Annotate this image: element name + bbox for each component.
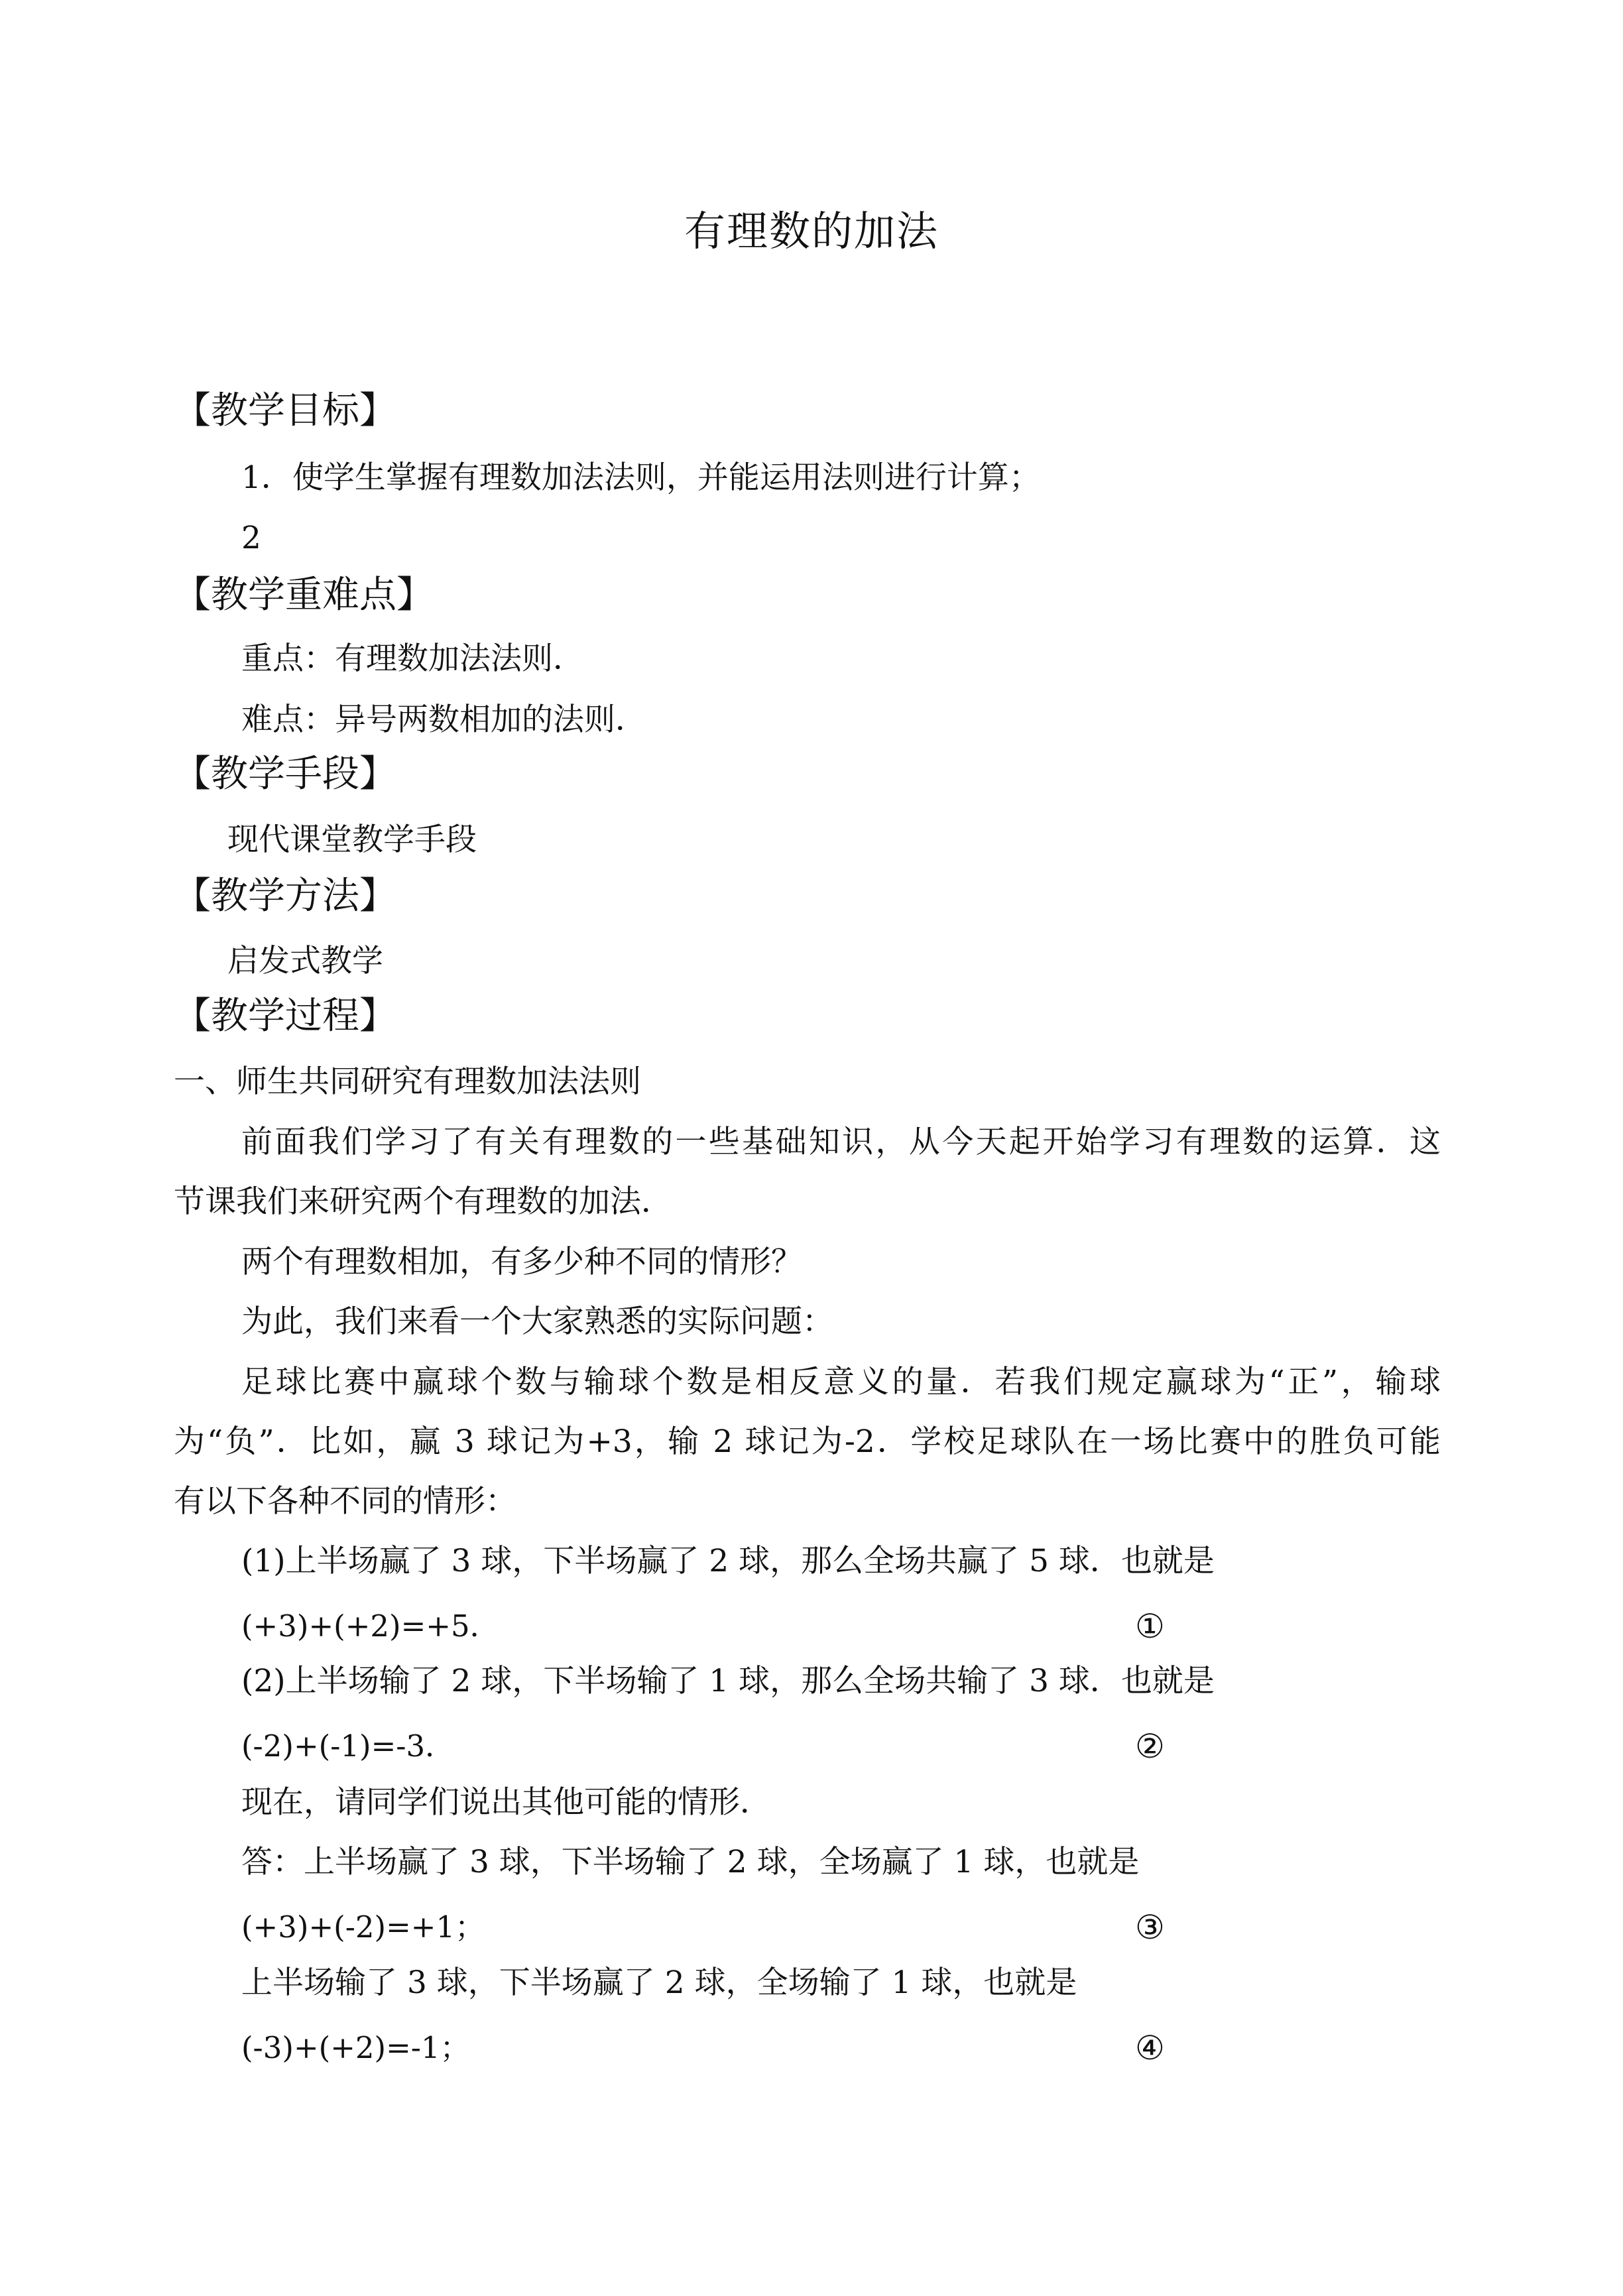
paragraph-2: 两个有理数相加，有多少种不同的情形？ bbox=[241, 1244, 802, 1280]
answer-2: 上半场输了 3 球，下半场赢了 2 球，全场输了 1 球，也就是 bbox=[241, 1964, 1077, 2001]
equation-2-marker: ② bbox=[1135, 1727, 1165, 1766]
goal-item-2: 2 bbox=[241, 520, 261, 556]
heading-teaching-goals: 【教学目标】 bbox=[174, 389, 396, 432]
paragraph-4-line-2: 为“负”．比如，赢 3 球记为+3，输 2 球记为-2．学校足球队在一场比赛中的胜负可能 bbox=[174, 1423, 1441, 1460]
process-part-1-title: 一、师生共同研究有理数加法法则 bbox=[174, 1063, 641, 1100]
paragraph-1-line-2: 节课我们来研究两个有理数的加法． bbox=[174, 1183, 672, 1220]
paragraph-4-line-1: 足球比赛中赢球个数与输球个数是相反意义的量．若我们规定赢球为“正”，输球 bbox=[241, 1364, 1441, 1400]
goal-item-1: 1．使学生掌握有理数加法法则，并能运用法则进行计算； bbox=[241, 459, 1040, 496]
key-point: 重点：有理数加法法则． bbox=[241, 640, 584, 677]
equation-4-marker: ④ bbox=[1135, 2029, 1165, 2067]
heading-key-difficult-points: 【教学重难点】 bbox=[174, 574, 434, 617]
case-2: (2)上半场输了 2 球，下半场输了 1 球，那么全场共输了 3 球．也就是 bbox=[241, 1663, 1215, 1699]
paragraph-5: 现在，请同学们说出其他可能的情形． bbox=[241, 1784, 771, 1821]
equation-4: (-3)+(+2)=-1； bbox=[241, 2030, 470, 2065]
heading-teaching-method: 【教学方法】 bbox=[174, 875, 396, 918]
heading-teaching-means: 【教学手段】 bbox=[174, 753, 396, 796]
equation-2: (-2)+(-1)=-3． bbox=[241, 1728, 455, 1764]
paragraph-1-line-1: 前面我们学习了有关有理数的一些基础知识，从今天起开始学习有理数的运算．这 bbox=[241, 1124, 1441, 1160]
teaching-method-text: 启发式教学 bbox=[227, 943, 383, 979]
equation-1-marker: ① bbox=[1135, 1607, 1165, 1646]
equation-1: (+3)+(+2)=+5． bbox=[241, 1608, 500, 1644]
document-title: 有理数的加法 bbox=[684, 207, 939, 255]
equation-3-marker: ③ bbox=[1135, 1908, 1165, 1947]
heading-teaching-process: 【教学过程】 bbox=[174, 995, 396, 1038]
paragraph-3: 为此，我们来看一个大家熟悉的实际问题： bbox=[241, 1303, 833, 1340]
equation-3: (+3)+(-2)=+1； bbox=[241, 1909, 485, 1945]
answer-1: 答：上半场赢了 3 球，下半场输了 2 球，全场赢了 1 球，也就是 bbox=[241, 1844, 1140, 1880]
paragraph-4-line-3: 有以下各种不同的情形： bbox=[174, 1483, 516, 1520]
case-1: (1)上半场赢了 3 球，下半场赢了 2 球，那么全场共赢了 5 球．也就是 bbox=[241, 1543, 1215, 1579]
difficult-point: 难点：异号两数相加的法则． bbox=[241, 701, 646, 738]
teaching-means-text: 现代课堂教学手段 bbox=[227, 821, 477, 858]
